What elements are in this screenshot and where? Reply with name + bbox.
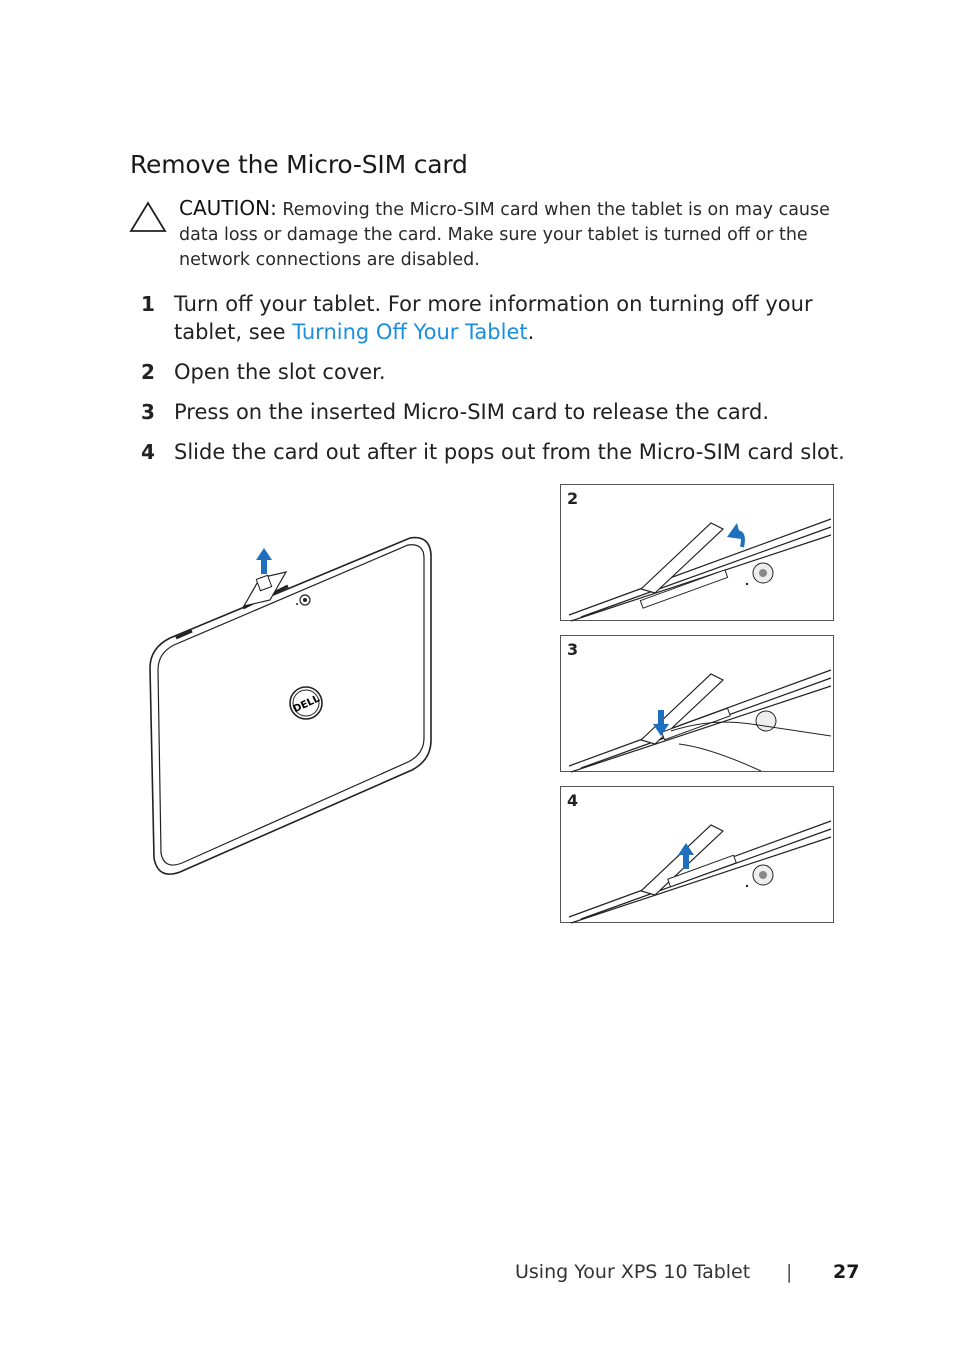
step-number: 2 — [141, 360, 155, 384]
step-text: Turn off your tablet. For more information on turning off your tablet, see — [174, 292, 813, 344]
caution-triangle-icon — [128, 200, 168, 234]
caution-note — [179, 196, 849, 273]
step-item — [138, 438, 858, 466]
step-text: Press on the inserted Micro-SIM card to release the card. — [174, 400, 770, 424]
footer-separator: | — [786, 1261, 793, 1283]
figure-panel-press-card — [560, 635, 834, 772]
steps-list — [138, 290, 858, 478]
turning-off-tablet-link[interactable]: Turning Off Your Tablet — [292, 320, 528, 344]
panel-label: 4 — [567, 791, 579, 810]
step-item — [138, 398, 858, 426]
panel-label: 3 — [567, 640, 579, 659]
tablet-illustration — [140, 520, 440, 890]
step-number: 1 — [141, 292, 155, 316]
page-number: 27 — [833, 1261, 860, 1283]
step-text-end: . — [527, 320, 535, 344]
figure-panel-remove-card — [560, 786, 834, 923]
step-item — [138, 358, 858, 386]
arrow-up-icon — [256, 548, 272, 574]
step-item — [138, 290, 858, 346]
caution-text: Removing the Micro-SIM card when the tablet is on may cause data loss or damage the card. Make sure your tablet is turned off or the network connections are disabled. — [179, 200, 830, 270]
step-number: 3 — [141, 400, 155, 424]
step-text: Slide the card out after it pops out from the Micro-SIM card slot. — [174, 440, 845, 464]
step-text: Open the slot cover. — [174, 360, 386, 384]
figure-panel-open-cover — [560, 484, 834, 621]
step-number: 4 — [141, 440, 155, 464]
panel-label: 2 — [567, 489, 579, 508]
footer-title: Using Your XPS 10 Tablet — [515, 1261, 751, 1283]
caution-label: CAUTION: — [179, 196, 277, 220]
section-title: Remove the Micro-SIM card — [130, 150, 468, 179]
dell-logo: DELL — [291, 693, 322, 716]
